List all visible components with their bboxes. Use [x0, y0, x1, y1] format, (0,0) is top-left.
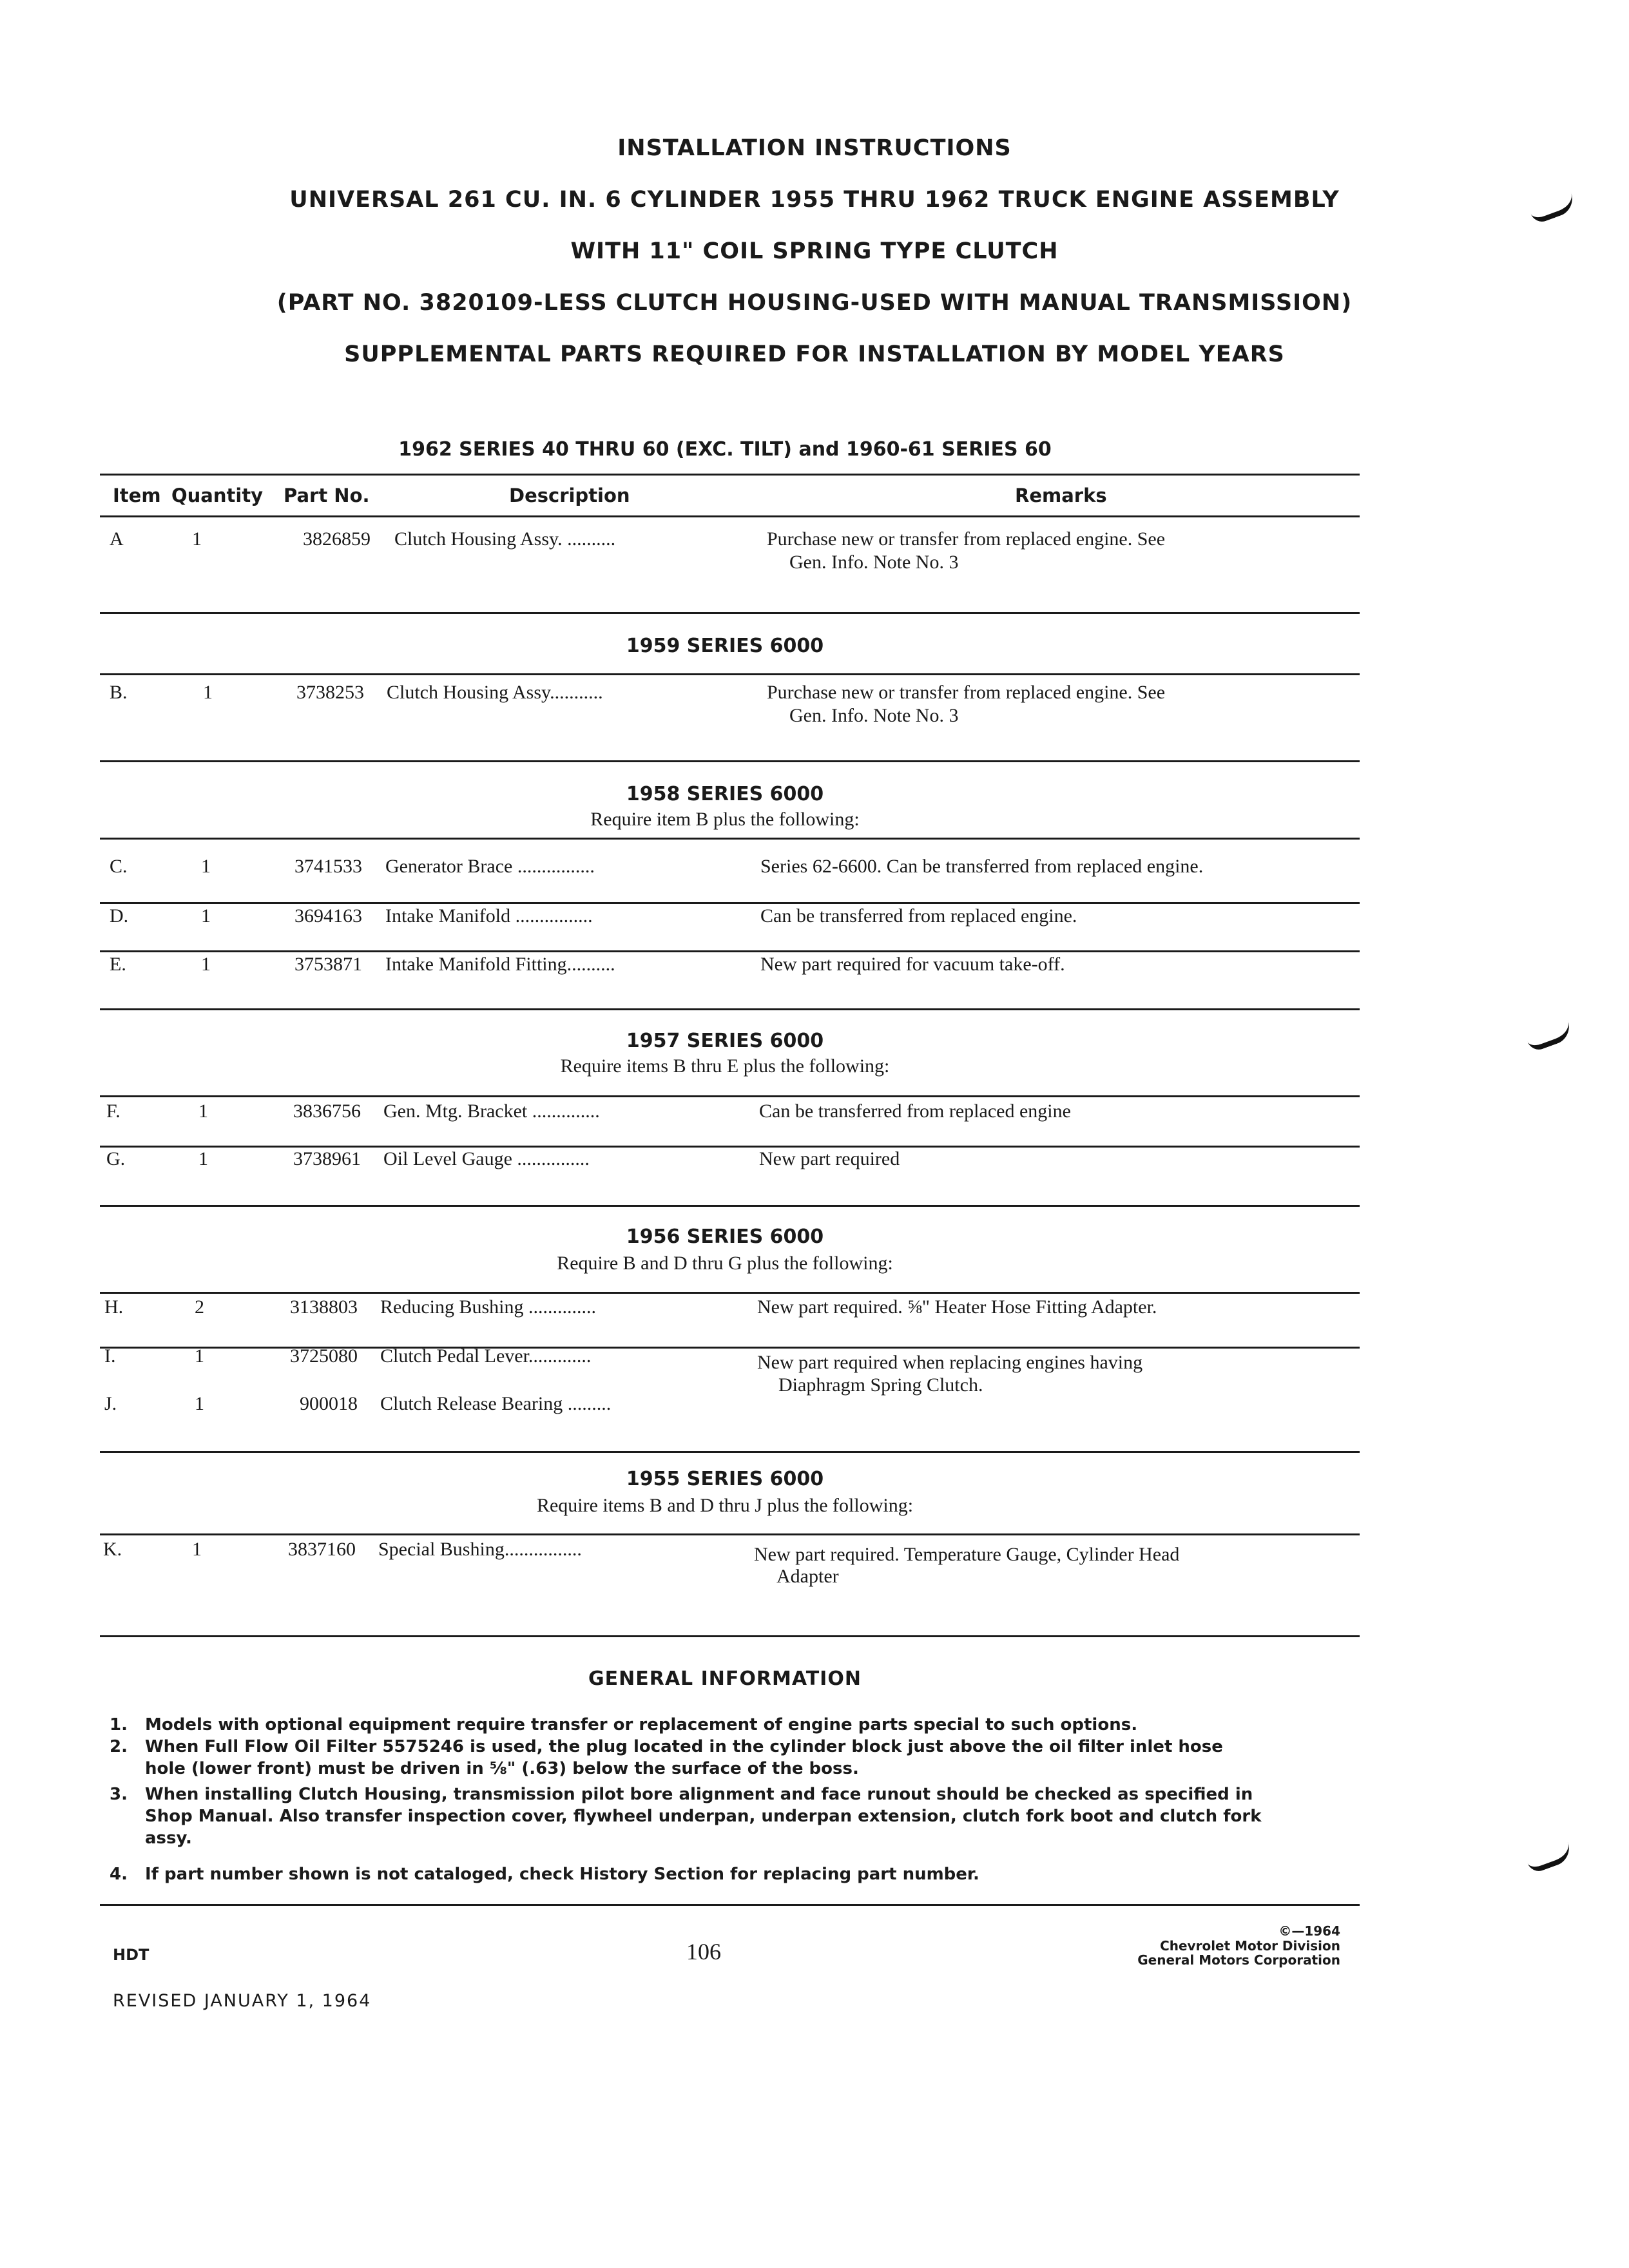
- table-title: 1962 SERIES 40 THRU 60 (EXC. TILT) and 1960-61 SERIES 60: [398, 438, 1052, 461]
- note-text: When installing Clutch Housing, transmission pilot bore alignment and face runout should be checked as specified in Shop Manual. Also transfer inspection cover, flywheel underpan, underpan extension, clutch fork boot and clutch fork assy.: [145, 1785, 1262, 1848]
- col-item: Item: [113, 485, 161, 506]
- header-line-5: SUPPLEMENTAL PARTS REQUIRED FOR INSTALLATION BY MODEL YEARS: [344, 341, 1285, 367]
- item-part-no: 3741533: [294, 856, 362, 877]
- corporation-name: General Motors Corporation: [1137, 1952, 1340, 1968]
- rule: [100, 760, 1360, 762]
- item-letter: H.: [104, 1296, 124, 1318]
- item-description: Clutch Pedal Lever.............: [380, 1345, 592, 1367]
- item-description: Oil Level Gauge ...............: [383, 1148, 590, 1169]
- item-remarks: New part required. Temperature Gauge, Cylinder Head: [754, 1544, 1180, 1565]
- item-letter: D.: [110, 905, 129, 927]
- item-letter: E.: [110, 954, 126, 975]
- header-line-4: (PART NO. 3820109-LESS CLUTCH HOUSING-USED WITH MANUAL TRANSMISSION): [276, 290, 1353, 316]
- item-remarks: Can be transferred from replaced engine: [759, 1100, 1071, 1122]
- item-description: Clutch Release Bearing .........: [380, 1393, 612, 1414]
- note-text: Models with optional equipment require transfer or replacement of engine parts special to such options.: [145, 1715, 1138, 1735]
- item-description: Reducing Bushing ..............: [380, 1296, 596, 1318]
- item-part-no: 3738253: [296, 682, 364, 703]
- item-remarks: Series 62-6600. Can be transferred from replaced engine.: [760, 856, 1204, 877]
- section-title: 1957 SERIES 6000: [626, 1030, 824, 1052]
- item-quantity: 1: [192, 1539, 202, 1560]
- item-description: Gen. Mtg. Bracket ..............: [383, 1100, 600, 1122]
- item-part-no: 3836756: [293, 1100, 361, 1122]
- rule: [100, 515, 1360, 517]
- item-quantity: 1: [198, 1100, 208, 1122]
- general-info-note: [110, 1863, 1334, 1889]
- header-line-1: INSTALLATION INSTRUCTIONS: [617, 135, 1012, 161]
- item-quantity: 1: [201, 905, 211, 927]
- item-letter: J.: [104, 1393, 117, 1414]
- item-part-no: 3725080: [290, 1345, 358, 1367]
- col-part-no: Part No.: [284, 485, 370, 506]
- rule: [100, 1205, 1360, 1207]
- table-row: [0, 1539, 1629, 1587]
- item-remarks: Purchase new or transfer from replaced engine. See: [767, 682, 1166, 703]
- rule: [100, 950, 1360, 952]
- table-row: [0, 954, 1629, 979]
- note-number: 4.: [110, 1865, 128, 1884]
- rule: [100, 1451, 1360, 1453]
- table-row: [0, 1296, 1629, 1322]
- rule: [100, 1008, 1360, 1010]
- rule: [100, 1292, 1360, 1294]
- section-title: 1958 SERIES 6000: [626, 783, 824, 805]
- table-row: [0, 528, 1629, 573]
- item-remarks: New part required when replacing engines having: [757, 1352, 1143, 1373]
- item-remarks-cont: Adapter: [776, 1566, 839, 1587]
- item-part-no: 900018: [300, 1393, 358, 1414]
- item-quantity: 1: [201, 954, 211, 975]
- item-letter: I.: [104, 1345, 116, 1367]
- table-row: [0, 1148, 1629, 1174]
- division-name: Chevrolet Motor Division: [1160, 1938, 1340, 1954]
- table-row: [0, 1393, 1629, 1419]
- item-quantity: 1: [201, 856, 211, 877]
- item-description: Clutch Housing Assy. ..........: [394, 528, 616, 550]
- rule: [100, 902, 1360, 904]
- item-remarks-cont: Gen. Info. Note No. 3: [789, 705, 959, 726]
- item-letter: K.: [103, 1539, 122, 1560]
- item-letter: F.: [106, 1100, 120, 1122]
- item-description: Intake Manifold Fitting..........: [385, 954, 615, 975]
- item-quantity: 2: [195, 1296, 204, 1318]
- general-info-title: GENERAL INFORMATION: [588, 1667, 862, 1690]
- table-row: [0, 856, 1629, 881]
- note-number: 3.: [110, 1785, 128, 1804]
- header-line-2: UNIVERSAL 261 CU. IN. 6 CYLINDER 1955 THRU 1962 TRUCK ENGINE ASSEMBLY: [289, 187, 1340, 213]
- section-subtitle: Require items B and D thru J plus the following:: [536, 1495, 914, 1516]
- binder-mark: [1525, 1021, 1574, 1053]
- item-remarks: New part required: [759, 1148, 900, 1169]
- section-subtitle: Require items B thru E plus the following:: [560, 1055, 890, 1077]
- table-row: [0, 1100, 1629, 1126]
- section-subtitle: Require item B plus the following:: [590, 809, 860, 830]
- note-text: When Full Flow Oil Filter 5575246 is used, the plug located in the cylinder block just above the oil filter inlet hose hole (lower front) must be driven in ⅝" (.63) below the surface of the boss.: [145, 1737, 1223, 1778]
- section-title: 1959 SERIES 6000: [626, 635, 824, 657]
- item-part-no: 3694163: [294, 905, 362, 927]
- rule: [100, 1533, 1360, 1535]
- item-description: Generator Brace ................: [385, 856, 595, 877]
- item-description: Intake Manifold ................: [385, 905, 593, 927]
- item-part-no: 3138803: [290, 1296, 358, 1318]
- item-remarks: New part required. ⅝" Heater Hose Fitting Adapter.: [757, 1296, 1157, 1318]
- col-quantity: Quantity: [171, 485, 264, 506]
- rule: [100, 1635, 1360, 1637]
- rule: [100, 474, 1360, 476]
- rule: [100, 673, 1360, 675]
- rule: [100, 1904, 1360, 1906]
- rule: [100, 612, 1360, 614]
- rule: [100, 1146, 1360, 1148]
- rule: [100, 838, 1360, 840]
- copyright: ©—1964: [1278, 1923, 1340, 1939]
- note-number: 2.: [110, 1737, 128, 1756]
- item-remarks-cont: Gen. Info. Note No. 3: [789, 552, 959, 573]
- header-line-3: WITH 11" COIL SPRING TYPE CLUTCH: [570, 238, 1059, 264]
- table-row: [0, 1345, 1629, 1396]
- binder-mark: [1525, 1842, 1574, 1874]
- section-title: 1956 SERIES 6000: [626, 1225, 824, 1248]
- item-quantity: 1: [198, 1148, 208, 1169]
- general-info-note: [110, 1783, 1334, 1874]
- table-row: [0, 905, 1629, 931]
- item-description: Special Bushing................: [378, 1539, 582, 1560]
- item-part-no: 3826859: [303, 528, 371, 550]
- section-title: 1955 SERIES 6000: [626, 1468, 824, 1490]
- note-number: 1.: [110, 1715, 128, 1735]
- item-remarks-cont: Diaphragm Spring Clutch.: [778, 1374, 983, 1396]
- item-letter: B.: [110, 682, 128, 703]
- item-quantity: 1: [195, 1393, 204, 1414]
- page-number: 106: [686, 1939, 721, 1965]
- item-remarks: Can be transferred from replaced engine.: [760, 905, 1077, 927]
- item-part-no: 3753871: [294, 954, 362, 975]
- item-letter: C.: [110, 856, 128, 877]
- note-text: If part number shown is not cataloged, check History Section for replacing part number.: [145, 1865, 979, 1884]
- col-remarks: Remarks: [1015, 485, 1107, 506]
- section-subtitle: Require B and D thru G plus the following:: [557, 1253, 893, 1274]
- footer-code: HDT: [113, 1946, 149, 1964]
- item-remarks: New part required for vacuum take-off.: [760, 954, 1065, 975]
- item-letter: G.: [106, 1148, 126, 1169]
- item-quantity: 1: [203, 682, 213, 703]
- item-letter: A: [110, 528, 124, 550]
- item-part-no: 3738961: [293, 1148, 361, 1169]
- rule: [100, 1095, 1360, 1097]
- item-part-no: 3837160: [288, 1539, 356, 1560]
- item-quantity: 1: [192, 528, 202, 550]
- item-remarks: Purchase new or transfer from replaced engine. See: [767, 528, 1166, 550]
- revised-date: REVISED JANUARY 1, 1964: [113, 1991, 372, 2011]
- item-description: Clutch Housing Assy...........: [387, 682, 603, 703]
- document-header: [0, 122, 1629, 380]
- item-quantity: 1: [195, 1345, 204, 1367]
- col-description: Description: [509, 485, 630, 506]
- table-row: [0, 682, 1629, 726]
